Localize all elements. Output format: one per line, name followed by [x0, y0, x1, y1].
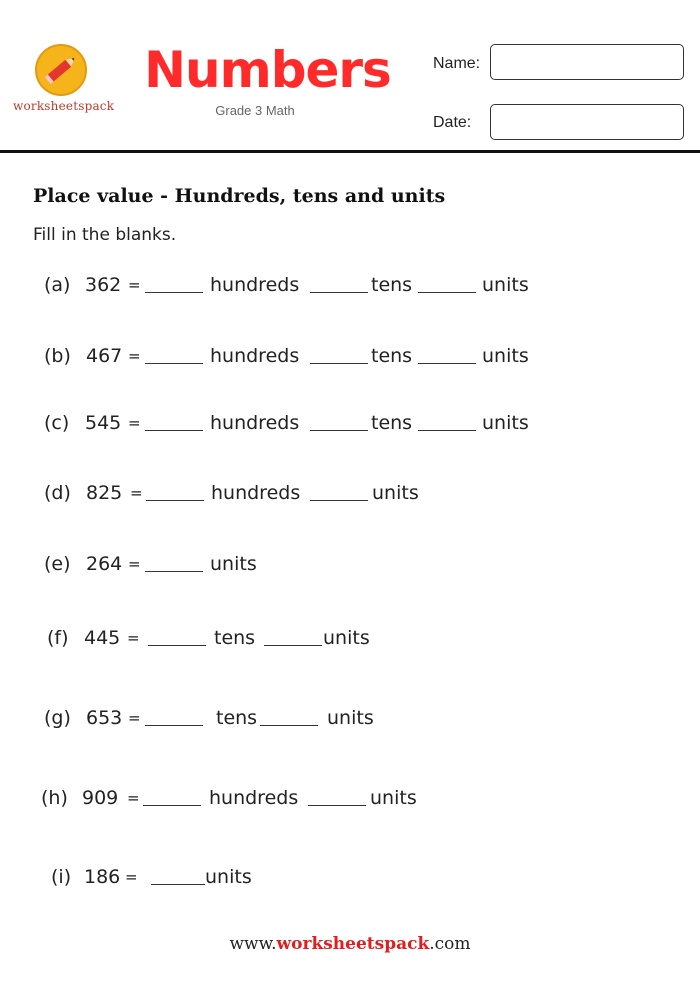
- equals-sign: =: [127, 629, 140, 647]
- question-number: 909: [82, 787, 119, 809]
- question-d: [0, 481, 700, 505]
- question-b: [0, 344, 700, 368]
- date-field[interactable]: [490, 104, 684, 140]
- name-label: Name:: [433, 55, 481, 72]
- question-g: [0, 706, 700, 730]
- header-divider: [0, 150, 700, 153]
- question-number: 467: [86, 345, 123, 367]
- answer-blank[interactable]: [148, 645, 206, 646]
- equals-sign: =: [128, 555, 141, 573]
- question-label: (c): [44, 412, 70, 434]
- instruction-text: Fill in the blanks.: [33, 225, 177, 245]
- footer-brand: worksheetspack: [276, 934, 430, 954]
- answer-blank[interactable]: [310, 430, 368, 431]
- question-label: (d): [44, 482, 71, 504]
- question-label: (e): [44, 553, 71, 575]
- answer-blank[interactable]: [145, 363, 203, 364]
- name-field[interactable]: [490, 44, 684, 80]
- question-label: (f): [47, 627, 69, 649]
- logo-text: worksheetspack: [13, 99, 115, 113]
- question-h: [0, 786, 700, 810]
- unit-label: hundreds: [211, 482, 301, 504]
- unit-label: units: [210, 553, 257, 575]
- question-number: 186: [84, 866, 121, 888]
- question-number: 545: [85, 412, 122, 434]
- answer-blank[interactable]: [145, 725, 203, 726]
- question-label: (h): [41, 787, 68, 809]
- unit-label: units: [482, 412, 529, 434]
- footer-prefix: www.: [229, 934, 277, 954]
- unit-label: units: [482, 345, 529, 367]
- date-label: Date:: [433, 114, 472, 131]
- footer-url[interactable]: [0, 934, 700, 954]
- equals-sign: =: [125, 868, 138, 886]
- unit-label: tens: [371, 274, 413, 296]
- equals-sign: =: [128, 276, 141, 294]
- page-title: Numbers: [144, 41, 391, 99]
- question-i: [0, 865, 700, 889]
- question-a: [0, 273, 700, 297]
- answer-blank[interactable]: [310, 292, 368, 293]
- answer-blank[interactable]: [260, 725, 318, 726]
- question-e: [0, 552, 700, 576]
- equals-sign: =: [128, 709, 141, 727]
- answer-blank[interactable]: [264, 645, 322, 646]
- answer-blank[interactable]: [418, 363, 476, 364]
- unit-label: units: [205, 866, 252, 888]
- equals-sign: =: [128, 414, 141, 432]
- question-label: (i): [51, 866, 72, 888]
- question-number: 653: [86, 707, 123, 729]
- answer-blank[interactable]: [143, 805, 201, 806]
- equals-sign: =: [130, 484, 143, 502]
- unit-label: units: [372, 482, 419, 504]
- answer-blank[interactable]: [308, 805, 366, 806]
- unit-label: hundreds: [210, 412, 300, 434]
- unit-label: hundreds: [210, 345, 300, 367]
- answer-blank[interactable]: [145, 571, 203, 572]
- worksheetspack-logo: [13, 44, 115, 113]
- section-title: Place value - Hundreds, tens and units: [33, 185, 446, 207]
- answer-blank[interactable]: [146, 500, 204, 501]
- question-label: (g): [44, 707, 71, 729]
- unit-label: tens: [214, 627, 256, 649]
- equals-sign: =: [128, 347, 141, 365]
- pencil-icon: [35, 44, 87, 96]
- answer-blank[interactable]: [145, 430, 203, 431]
- page-subtitle: Grade 3 Math: [215, 103, 295, 118]
- question-number: 825: [86, 482, 123, 504]
- unit-label: units: [370, 787, 417, 809]
- question-label: (b): [44, 345, 71, 367]
- unit-label: hundreds: [209, 787, 299, 809]
- answer-blank[interactable]: [145, 292, 203, 293]
- answer-blank[interactable]: [418, 430, 476, 431]
- answer-blank[interactable]: [418, 292, 476, 293]
- answer-blank[interactable]: [310, 500, 368, 501]
- unit-label: hundreds: [210, 274, 300, 296]
- question-c: [0, 411, 700, 435]
- footer-suffix: .com: [429, 934, 471, 954]
- question-number: 445: [84, 627, 121, 649]
- unit-label: units: [327, 707, 374, 729]
- equals-sign: =: [127, 789, 140, 807]
- unit-label: tens: [216, 707, 258, 729]
- answer-blank[interactable]: [151, 884, 205, 885]
- unit-label: tens: [371, 345, 413, 367]
- question-f: [0, 626, 700, 650]
- unit-label: tens: [371, 412, 413, 434]
- answer-blank[interactable]: [310, 363, 368, 364]
- question-number: 264: [86, 553, 123, 575]
- question-number: 362: [85, 274, 122, 296]
- unit-label: units: [323, 627, 370, 649]
- question-label: (a): [44, 274, 71, 296]
- unit-label: units: [482, 274, 529, 296]
